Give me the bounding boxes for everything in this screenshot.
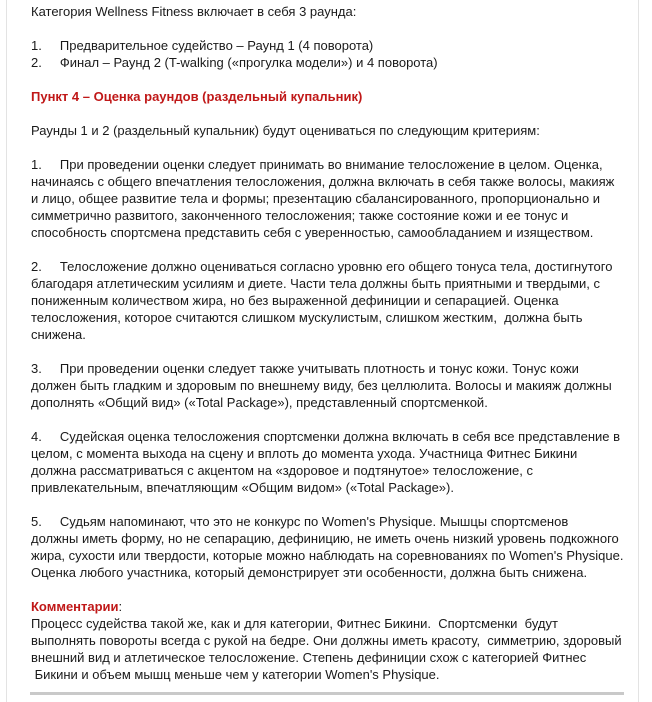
round-text: Финал – Раунд 2 (T-walking («прогулка модели») и 4 поворота) — [59, 55, 438, 70]
criterion-line: благодаря атлетическим усилиям и диете. Части тела должны быть приятными и твердыми, с — [31, 276, 600, 291]
criterion-line: жира, сухости или твердости, которые можно наблюдать на соревнованиях по Women's Physique. — [31, 548, 624, 563]
criterion-line: способность спортсмена представить себя с уверенностью, самообладанием и изяществом. — [31, 225, 594, 240]
criterion-line: и лицо, общее развитие тела и формы; презентацию сбалансированного, пропорционально и — [31, 191, 600, 206]
comments-colon: : — [118, 599, 123, 614]
section-intro: Раунды 1 и 2 (раздельный купальник) будут оцениваться по следующим критериям: — [31, 123, 540, 138]
article-body — [31, 3, 631, 683]
round-number: 2. — [31, 55, 42, 70]
round-item — [31, 37, 631, 54]
criterion-line: симметрично развитого, законченного телосложения; также состояние кожи и ее тонус и — [31, 208, 569, 223]
criterion-line: пониженным количеством жира, но без выраженной дефиниции и сепарацией. Оценка — [31, 293, 559, 308]
criterion-line: Оценка любого участника, который демонстрирует эти особенности, должна быть снижена. — [31, 565, 588, 580]
criterion-2 — [31, 258, 631, 343]
criterion-line: должны иметь форму, но не сепарацию, дефиницию, не иметь очень низкий уровень подкожного — [31, 531, 619, 546]
criterion-line: должна рассматриваться с акцентом на «здоровое и подтянутое» телосложение, с — [31, 463, 533, 478]
criterion-line: 3. При проведении оценки следует также учитывать плотность и тонус кожи. Тонус кожи — [31, 361, 579, 376]
section-heading: Пункт 4 – Оценка раундов (раздельный купальник) — [31, 89, 363, 104]
comments-line: выполнять повороты всегда с рукой на бедре. Они должны иметь красоту, симметрию, здоровый — [31, 633, 622, 648]
criterion-line: привлекательным, впечатляющим «Общим видом» («Total Package»). — [31, 480, 454, 495]
round-item — [31, 54, 631, 71]
criterion-line: 2. Телосложение должно оцениваться согласно уровню его общего тонуса тела, достигнутого — [31, 259, 613, 274]
right-border — [638, 0, 639, 702]
criterion-line: 1. При проведении оценки следует принимать во внимание телосложение в целом. Оценка, — [31, 157, 603, 172]
round-number: 1. — [31, 38, 42, 53]
criterion-line: начинаясь с общего впечатления телосложения, должна включать в себя также волосы, макияж — [31, 174, 615, 189]
criterion-line: 5. Судьям напоминают, что это не конкурс по Women's Physique. Мышцы спортсменов — [31, 514, 569, 529]
left-border — [6, 0, 7, 702]
criterion-line: телосложения, которое считаются слишком мускулистым, слишком жестким, должна быть — [31, 310, 583, 325]
comments-heading: Комментарии — [31, 599, 119, 614]
criterion-line: должен быть гладким и здоровым по внешнему виду, без целлюлита. Волосы и макияж должны — [31, 378, 612, 393]
comments-heading-line — [31, 598, 631, 615]
comments-line: внешний вид и атлетическое телосложение. Степень дефиниции схож с категорией Фитнес — [31, 650, 587, 665]
comments-block — [31, 598, 631, 683]
criterion-line: 4. Судейская оценка телосложения спортсменки должна включать в себя все представление в — [31, 429, 621, 444]
criterion-line: снижена. — [31, 327, 86, 342]
criterion-1 — [31, 156, 631, 241]
criterion-5 — [31, 513, 631, 581]
criterion-line: дополнять «Общий вид» («Total Package»), представленный спортсменкой. — [31, 395, 488, 410]
comments-line: Процесс судейства такой же, как и для категории, Фитнес Бикини. Спортсменки будут — [31, 616, 558, 631]
bottom-divider — [30, 692, 624, 695]
criterion-3 — [31, 360, 631, 411]
criterion-4 — [31, 428, 631, 496]
comments-line: Бикини и объем мышц меньше чем у категории Women's Physique. — [31, 667, 440, 682]
criterion-line: целом, с момента выхода на сцену и вплоть до момента ухода. Участница Фитнес Бикини — [31, 446, 578, 461]
intro-text: Категория Wellness Fitness включает в себя 3 раунда: — [31, 4, 357, 19]
round-text: Предварительное судейство – Раунд 1 (4 поворота) — [59, 38, 374, 53]
